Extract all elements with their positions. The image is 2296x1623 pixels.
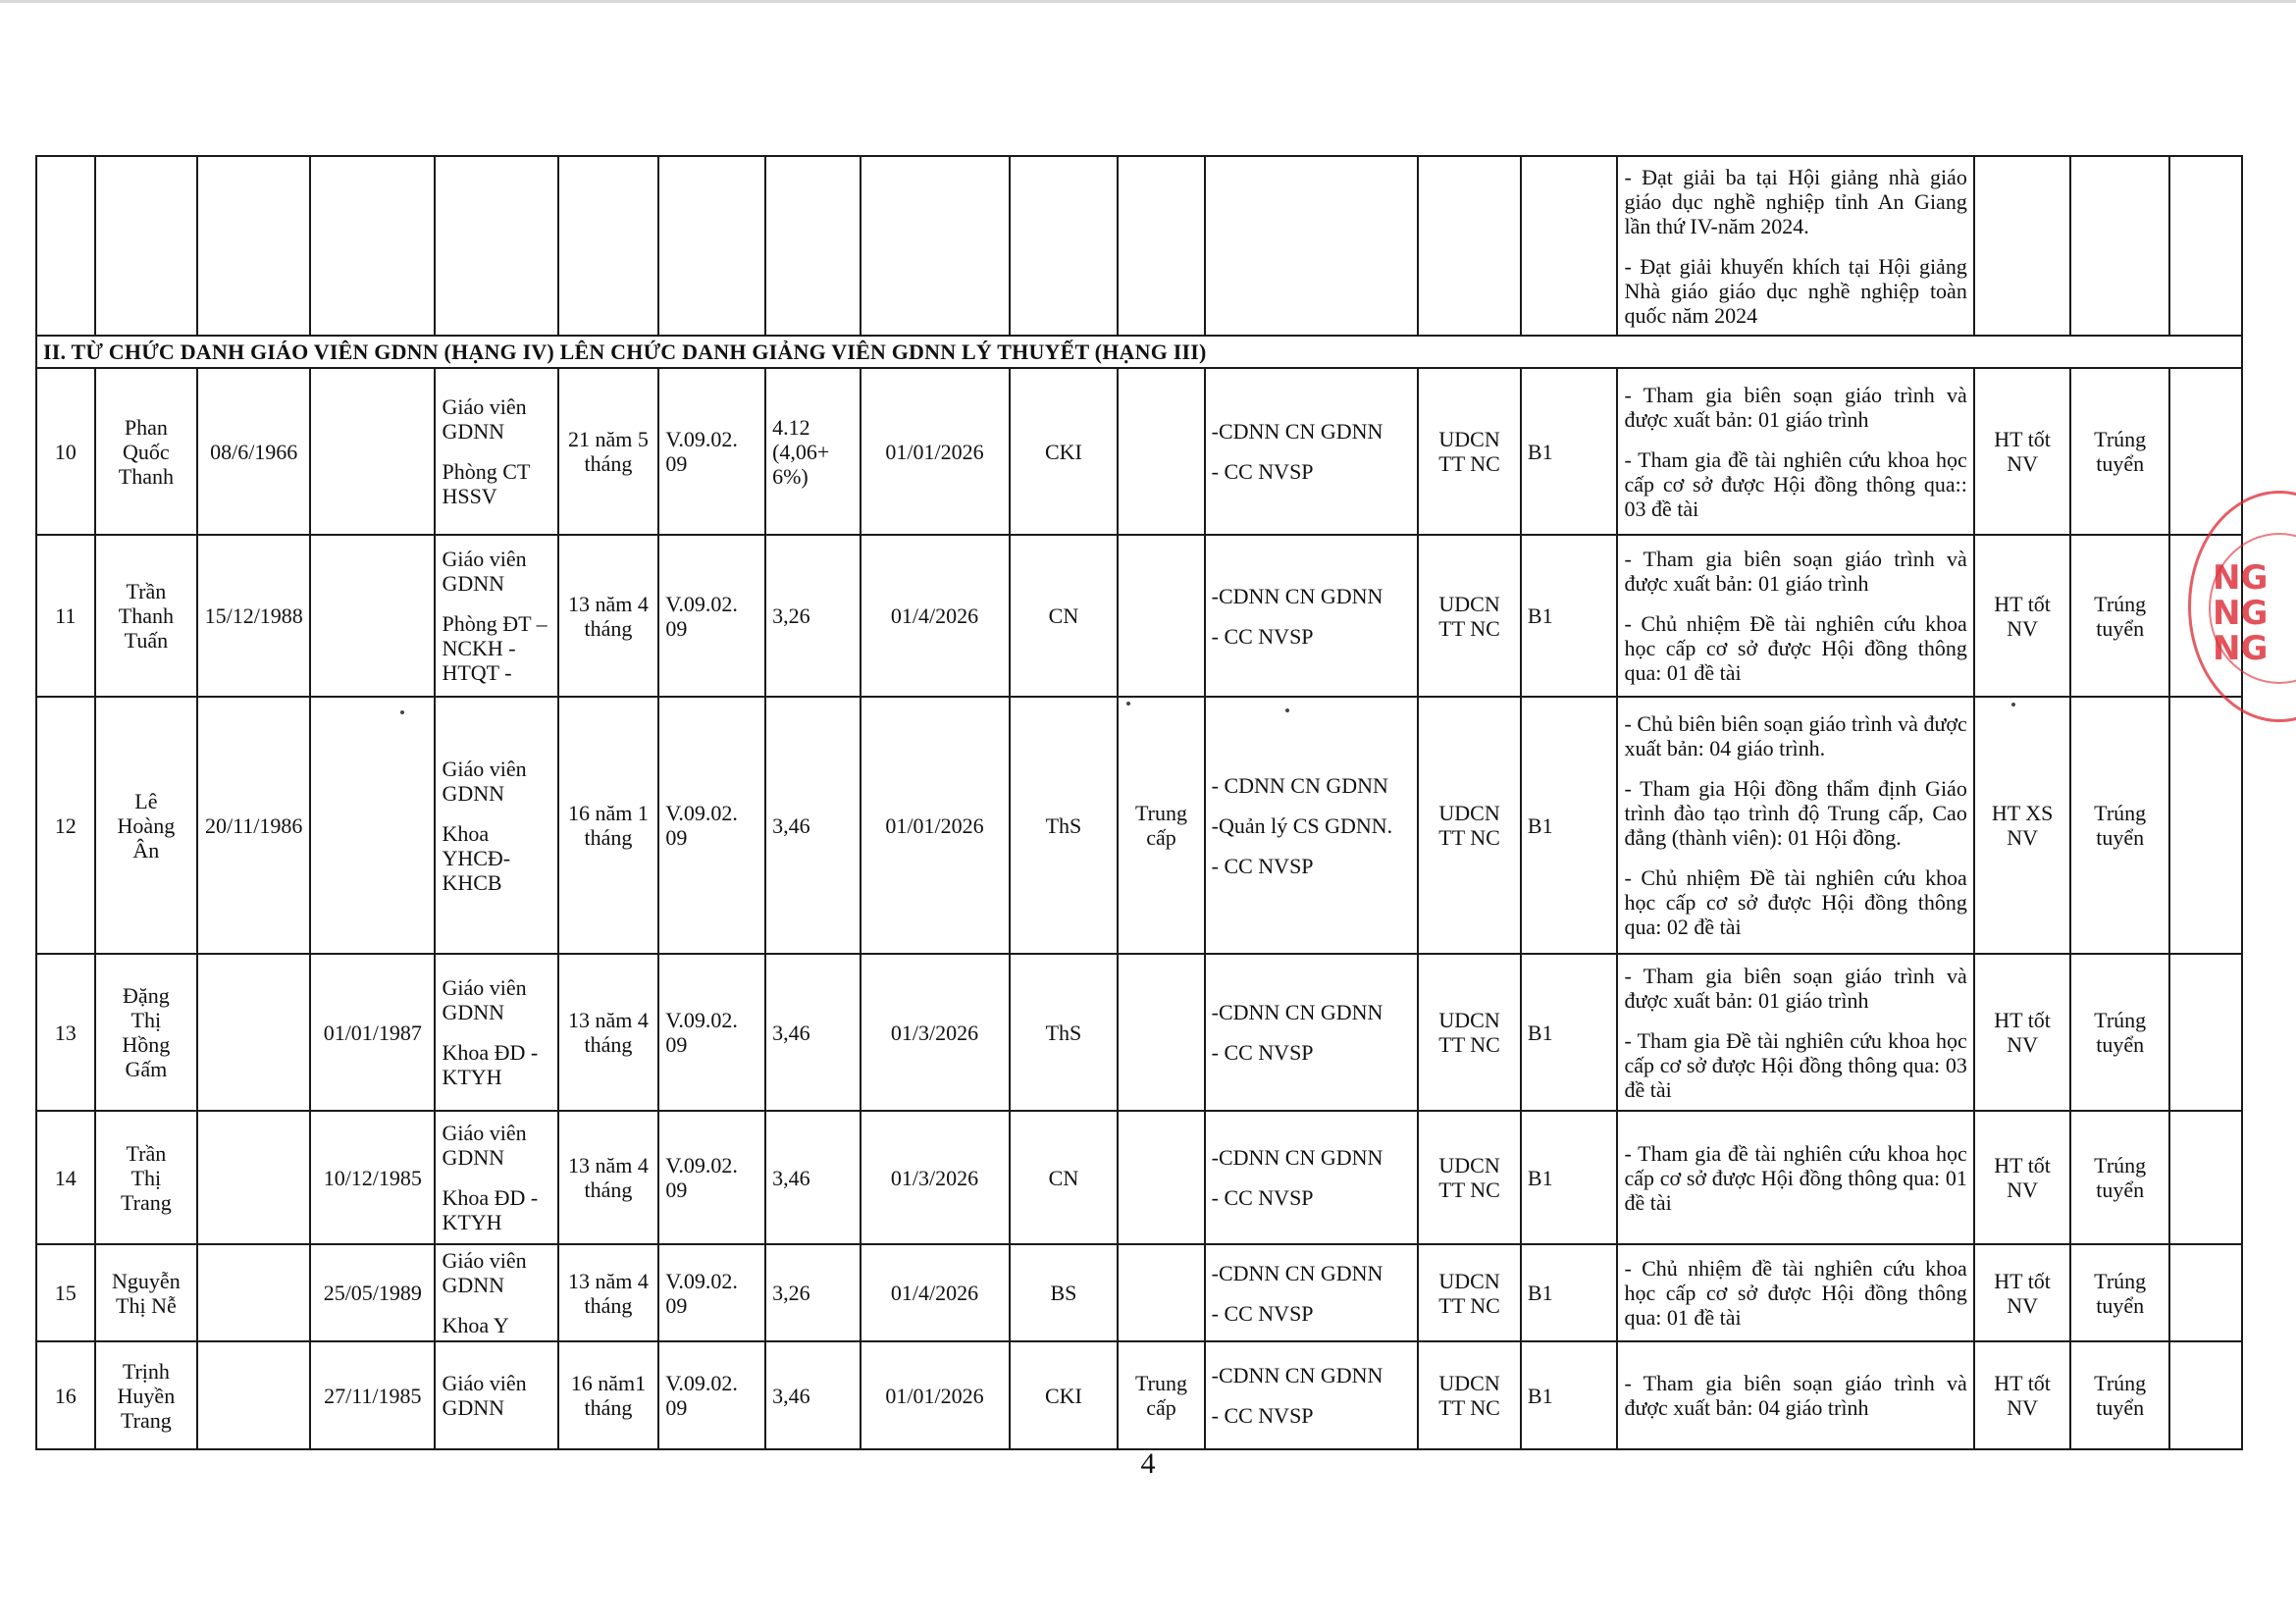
- table-row: [36, 1111, 2242, 1244]
- cell-evaluation: HT tốt NV: [1974, 368, 2071, 535]
- cell-language: B1: [1521, 1341, 1618, 1449]
- cell-political-theory: [1118, 1111, 1204, 1244]
- cell-dob-male: [197, 954, 310, 1111]
- carryover-row: [36, 156, 2242, 336]
- cell-evaluation: HT tốt NV: [1974, 1111, 2071, 1244]
- carryover-merit: - Đạt giải ba tại Hội giảng nhà giáo giáo dục nghề nghiệp tỉnh An Giang lần thứ IV-năm 2024.: [1624, 164, 1967, 238]
- cell-certificates: [1205, 954, 1419, 1111]
- cell-effective-date: 01/3/2026: [861, 954, 1010, 1111]
- cell-rank-code: V.09.02. 09: [658, 535, 765, 697]
- cell-certificates: [1205, 1111, 1419, 1244]
- cell-merits: [1617, 1244, 1973, 1341]
- department: Khoa ĐD - KTYH: [442, 1185, 539, 1234]
- position-title: Giáo viên GDNN: [442, 1121, 527, 1170]
- cell-degree: BS: [1010, 1244, 1119, 1341]
- certificate: -CDNN CN GDNN: [1211, 1000, 1383, 1024]
- department: Khoa YHCĐ-KHCB: [442, 820, 511, 895]
- carryover-merits-cell: [1617, 156, 1973, 336]
- cell-result: Trúng tuyển: [2070, 368, 2169, 535]
- cell-it-skill: UDCN TT NC: [1418, 954, 1521, 1111]
- scan-speck: [400, 710, 404, 714]
- merit-item: - Tham gia biên soạn giáo trình và được xuất bản: 01 giáo trình: [1624, 547, 1967, 596]
- cell-merits: [1617, 535, 1973, 697]
- cell-merits: [1617, 1341, 1973, 1449]
- cell-result: Trúng tuyển: [2070, 954, 2169, 1111]
- position-title: Giáo viên GDNN: [442, 547, 527, 596]
- cell-stt: 15: [36, 1244, 95, 1341]
- cell-salary-coefficient: 3,46: [765, 697, 860, 954]
- cell-tenure: 16 năm1 tháng: [558, 1341, 659, 1449]
- table-row: [36, 368, 2242, 535]
- cell-result: Trúng tuyển: [2070, 1341, 2169, 1449]
- certificate: - CC NVSP: [1211, 459, 1314, 484]
- cell-dob-female: [310, 368, 435, 535]
- cell-position: [435, 368, 557, 535]
- cell-name: Lê Hoàng Ân: [95, 697, 198, 954]
- cell-degree: ThS: [1010, 954, 1119, 1111]
- cell-degree: CKI: [1010, 1341, 1119, 1449]
- certificate: - CDNN CN GDNN: [1211, 772, 1388, 798]
- certificate: -CDNN CN GDNN: [1211, 583, 1383, 608]
- cell-language: B1: [1521, 1111, 1618, 1244]
- position-title: Giáo viên GDNN: [442, 394, 527, 444]
- cell-position: [435, 535, 557, 697]
- cell-dob-female: [310, 697, 435, 954]
- cell-dob-male: [197, 1244, 310, 1341]
- cell-effective-date: 01/4/2026: [861, 535, 1010, 697]
- cell-certificates: [1205, 1244, 1419, 1341]
- cell-degree: CKI: [1010, 368, 1119, 535]
- cell-position: [435, 1111, 557, 1244]
- cell-stt: 11: [36, 535, 95, 697]
- cell-salary-coefficient: 4.12 (4,06+ 6%): [765, 368, 860, 535]
- cell-dob-female: 25/05/1989: [310, 1244, 435, 1341]
- table-row: [36, 954, 2242, 1111]
- cell-it-skill: UDCN TT NC: [1418, 1111, 1521, 1244]
- merit-item: - Tham gia Đề tài nghiên cứu khoa học cấp cơ sở được Hội đồng thông qua: 03 đề tài: [1624, 1027, 1967, 1102]
- merit-item: - Chủ nhiệm đề tài nghiên cứu khoa học cấp cơ sở được Hội đồng thông qua: 01 đề tài: [1624, 1256, 1967, 1330]
- certificate: - CC NVSP: [1211, 1040, 1314, 1065]
- cell-note: [2169, 1244, 2242, 1341]
- merit-item: - Tham gia đề tài nghiên cứu khoa học cấp cơ sở được Hội đồng thông qua:: 03 đề tài: [1624, 446, 1967, 521]
- table-row: [36, 697, 2242, 954]
- cell-position: [435, 697, 557, 954]
- cell-dob-male: 20/11/1986: [197, 697, 310, 954]
- certificate: - CC NVSP: [1211, 1185, 1314, 1210]
- merit-item: - Chủ nhiệm Đề tài nghiên cứu khoa học cấp cơ sở được Hội đồng thông qua: 01 đề tài: [1624, 611, 1967, 685]
- cell-degree: CN: [1010, 535, 1119, 697]
- cell-tenure: 13 năm 4 tháng: [558, 1111, 659, 1244]
- cell-rank-code: V.09.02. 09: [658, 1244, 765, 1341]
- cell-certificates: [1205, 368, 1419, 535]
- cell-language: B1: [1521, 954, 1618, 1111]
- merit-item: - Tham gia biên soạn giáo trình và được xuất bản: 01 giáo trình: [1624, 382, 1967, 432]
- cell-political-theory: Trung cấp: [1118, 697, 1204, 954]
- cell-note: [2169, 1341, 2242, 1449]
- cell-dob-male: 15/12/1988: [197, 535, 310, 697]
- cell-name: Phan Quốc Thanh: [95, 368, 198, 535]
- cell-note: [2169, 1111, 2242, 1244]
- certificate: - CC NVSP: [1211, 623, 1314, 649]
- cell-effective-date: 01/01/2026: [861, 368, 1010, 535]
- cell-it-skill: UDCN TT NC: [1418, 535, 1521, 697]
- table-row: [36, 1244, 2242, 1341]
- position-title: Giáo viên GDNN: [442, 756, 527, 806]
- cell-effective-date: 01/01/2026: [861, 697, 1010, 954]
- section-header-row: [36, 336, 2242, 368]
- cell-merits: [1617, 954, 1973, 1111]
- staff-promotion-table: [35, 155, 2243, 1450]
- certificate: -CDNN CN GDNN: [1211, 1363, 1383, 1387]
- certificate: -CDNN CN GDNN: [1211, 1145, 1383, 1170]
- cell-salary-coefficient: 3,46: [765, 1111, 860, 1244]
- cell-evaluation: HT tốt NV: [1974, 1244, 2071, 1341]
- cell-result: Trúng tuyển: [2070, 1111, 2169, 1244]
- department: Khoa ĐD - KTYH: [442, 1040, 539, 1089]
- cell-tenure: 13 năm 4 tháng: [558, 535, 659, 697]
- cell-stt: 16: [36, 1341, 95, 1449]
- cell-rank-code: V.09.02. 09: [658, 954, 765, 1111]
- cell-name: Đặng Thị Hồng Gấm: [95, 954, 198, 1111]
- cell-name: Nguyễn Thị Nễ: [95, 1244, 198, 1341]
- scan-speck: [1126, 702, 1130, 706]
- department: Phòng ĐT – NCKH - HTQT -: [442, 611, 548, 685]
- page-number: 4: [1140, 1447, 1156, 1480]
- certificate: -Quản lý CS GDNN.: [1211, 812, 1393, 838]
- cell-result: Trúng tuyển: [2070, 697, 2169, 954]
- cell-it-skill: UDCN TT NC: [1418, 697, 1521, 954]
- cell-certificates: [1205, 1341, 1419, 1449]
- merit-item: - Tham gia biên soạn giáo trình và được xuất bản: 01 giáo trình: [1624, 963, 1967, 1013]
- position-title: Giáo viên GDNN: [442, 1371, 527, 1420]
- cell-dob-male: 08/6/1966: [197, 368, 310, 535]
- cell-effective-date: 01/01/2026: [861, 1341, 1010, 1449]
- carryover-merit: - Đạt giải khuyến khích tại Hội giảng Nhà giáo giáo dục nghề nghiệp toàn quốc năm 2024: [1624, 253, 1967, 328]
- merit-item: - Tham gia đề tài nghiên cứu khoa học cấp cơ sở được Hội đồng thông qua: 01 đề tài: [1624, 1140, 1967, 1215]
- table-row: [36, 1341, 2242, 1449]
- cell-stt: 10: [36, 368, 95, 535]
- cell-name: Trần Thị Trang: [95, 1111, 198, 1244]
- cell-tenure: 16 năm 1 tháng: [558, 697, 659, 954]
- position-title: Giáo viên GDNN: [442, 975, 527, 1024]
- cell-dob-male: [197, 1111, 310, 1244]
- cell-name: Trịnh Huyền Trang: [95, 1341, 198, 1449]
- certificate: - CC NVSP: [1211, 853, 1314, 878]
- cell-position: [435, 1244, 557, 1341]
- cell-salary-coefficient: 3,46: [765, 954, 860, 1111]
- certificate: -CDNN CN GDNN: [1211, 1260, 1383, 1285]
- cell-evaluation: HT tốt NV: [1974, 535, 2071, 697]
- scan-speck: [2011, 703, 2015, 707]
- cell-rank-code: V.09.02. 09: [658, 368, 765, 535]
- cell-stt: 13: [36, 954, 95, 1111]
- cell-salary-coefficient: 3,26: [765, 535, 860, 697]
- cell-rank-code: V.09.02. 09: [658, 697, 765, 954]
- cell-language: B1: [1521, 535, 1618, 697]
- cell-political-theory: [1118, 1244, 1204, 1341]
- cell-political-theory: [1118, 368, 1204, 535]
- cell-tenure: 13 năm 4 tháng: [558, 954, 659, 1111]
- merit-item: - Chủ biên biên soạn giáo trình và được xuất bản: 04 giáo trình.: [1624, 711, 1967, 760]
- cell-dob-male: [197, 1341, 310, 1449]
- department: Phòng CT HSSV: [442, 459, 530, 508]
- cell-it-skill: UDCN TT NC: [1418, 1341, 1521, 1449]
- cell-language: B1: [1521, 697, 1618, 954]
- cell-political-theory: [1118, 954, 1204, 1111]
- cell-merits: [1617, 1111, 1973, 1244]
- cell-salary-coefficient: 3,46: [765, 1341, 860, 1449]
- cell-certificates: [1205, 535, 1419, 697]
- merit-item: - Chủ nhiệm Đề tài nghiên cứu khoa học cấp cơ sở được Hội đồng thông qua: 02 đề tài: [1624, 865, 1967, 939]
- cell-political-theory: [1118, 535, 1204, 697]
- cell-language: B1: [1521, 368, 1618, 535]
- cell-position: [435, 954, 557, 1111]
- cell-evaluation: HT tốt NV: [1974, 954, 2071, 1111]
- cell-result: Trúng tuyển: [2070, 535, 2169, 697]
- cell-position: [435, 1341, 557, 1449]
- cell-evaluation: HT XS NV: [1974, 697, 2071, 954]
- cell-result: Trúng tuyển: [2070, 1244, 2169, 1341]
- merit-item: - Tham gia biên soạn giáo trình và được xuất bản: 04 giáo trình: [1624, 1371, 1967, 1420]
- position-title: Giáo viên GDNN: [442, 1248, 527, 1297]
- cell-effective-date: 01/4/2026: [861, 1244, 1010, 1341]
- table-row: [36, 535, 2242, 697]
- cell-name: Trần Thanh Tuấn: [95, 535, 198, 697]
- cell-it-skill: UDCN TT NC: [1418, 368, 1521, 535]
- cell-dob-female: [310, 535, 435, 697]
- cell-merits: [1617, 368, 1973, 535]
- cell-merits: [1617, 697, 1973, 954]
- merit-item: - Tham gia Hội đồng thẩm định Giáo trình đào tạo trình độ Trung cấp, Cao đẳng (thành viên): 01 Hội đồng.: [1624, 776, 1967, 850]
- cell-tenure: 13 năm 4 tháng: [558, 1244, 659, 1341]
- cell-tenure: 21 năm 5 tháng: [558, 368, 659, 535]
- cell-effective-date: 01/3/2026: [861, 1111, 1010, 1244]
- certificate: -CDNN CN GDNN: [1211, 419, 1383, 444]
- cell-rank-code: V.09.02. 09: [658, 1341, 765, 1449]
- cell-dob-female: 01/01/1987: [310, 954, 435, 1111]
- cell-language: B1: [1521, 1244, 1618, 1341]
- cell-evaluation: HT tốt NV: [1974, 1341, 2071, 1449]
- cell-rank-code: V.09.02. 09: [658, 1111, 765, 1244]
- cell-certificates: [1205, 697, 1419, 954]
- certificate: - CC NVSP: [1211, 1300, 1314, 1326]
- cell-stt: 14: [36, 1111, 95, 1244]
- cell-salary-coefficient: 3,26: [765, 1244, 860, 1341]
- cell-political-theory: Trung cấp: [1118, 1341, 1204, 1449]
- certificate: - CC NVSP: [1211, 1403, 1314, 1428]
- official-seal: NG NG NG: [2188, 491, 2296, 722]
- section-title: II. TỪ CHỨC DANH GIÁO VIÊN GDNN (HẠNG IV) LÊN CHỨC DANH GIẢNG VIÊN GDNN LÝ THUYẾT (HẠNG III): [36, 336, 2242, 368]
- cell-it-skill: UDCN TT NC: [1418, 1244, 1521, 1341]
- cell-note: [2169, 954, 2242, 1111]
- cell-dob-female: 27/11/1985: [310, 1341, 435, 1449]
- cell-degree: ThS: [1010, 697, 1119, 954]
- cell-stt: 12: [36, 697, 95, 954]
- page-top-border: [0, 0, 2296, 3]
- cell-degree: CN: [1010, 1111, 1119, 1244]
- cell-note: [2169, 697, 2242, 954]
- scan-speck: [1285, 708, 1289, 712]
- cell-dob-female: 10/12/1985: [310, 1111, 435, 1244]
- department: Khoa Y: [442, 1313, 509, 1337]
